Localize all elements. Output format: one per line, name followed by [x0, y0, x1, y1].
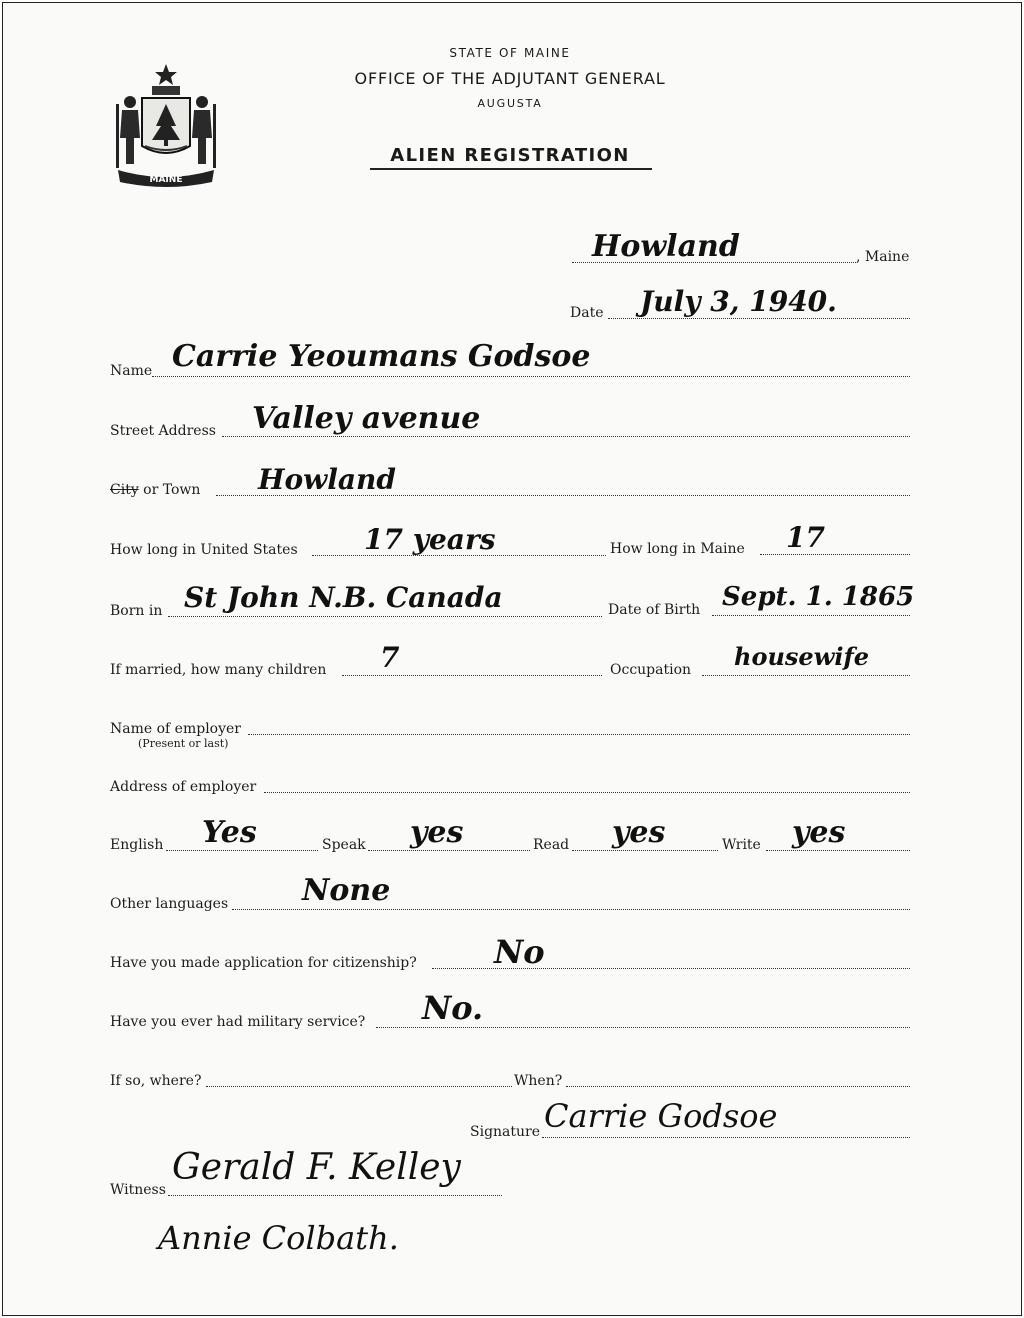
office-heading: OFFICE OF THE ADJUTANT GENERAL	[354, 69, 666, 88]
military-line	[376, 1027, 910, 1028]
form-title: ALIEN REGISTRATION	[390, 145, 630, 166]
speak-label: Speak	[322, 837, 366, 853]
where-line	[206, 1086, 512, 1087]
speak-value: yes	[410, 815, 464, 850]
write-label: Write	[722, 837, 761, 853]
where-label: If so, where?	[110, 1073, 202, 1089]
write-line	[766, 850, 910, 851]
occupation-value: housewife	[734, 642, 870, 671]
employer-address-line	[264, 792, 910, 793]
children-line	[342, 675, 602, 676]
english-value: Yes	[202, 815, 257, 850]
how-long-us-label: How long in United States	[110, 542, 298, 558]
witness-label: Witness	[110, 1182, 166, 1198]
seal-label: MAINE	[149, 175, 183, 185]
how-long-maine-value: 17	[786, 521, 825, 554]
signature-line	[542, 1137, 910, 1138]
name-value: Carrie Yeoumans Godsoe	[172, 339, 591, 374]
children-value: 7	[380, 641, 400, 674]
witness-signature-1: Gerald F. Kelley	[172, 1147, 461, 1188]
title-underline	[370, 168, 652, 170]
street-address-line	[222, 436, 910, 437]
employer-note-label: (Present or last)	[138, 737, 229, 750]
date-of-birth-line	[712, 615, 910, 616]
how-long-us-value: 17 years	[364, 523, 496, 556]
english-label: English	[110, 837, 164, 853]
employer-address-label: Address of employer	[110, 779, 257, 795]
name-label: Name	[110, 363, 153, 379]
when-label: When?	[514, 1073, 563, 1089]
citizenship-value: No	[494, 933, 545, 971]
date-of-birth-value: Sept. 1. 1865	[722, 582, 915, 612]
signature-label: Signature	[470, 1124, 541, 1140]
born-in-label: Born in	[110, 603, 163, 619]
read-line	[572, 850, 718, 851]
read-value: yes	[612, 815, 666, 850]
city-heading: AUGUSTA	[477, 97, 543, 110]
born-in-value: St John N.B. Canada	[184, 581, 503, 614]
state-seal-icon	[112, 60, 220, 188]
english-line	[166, 850, 318, 851]
occupation-label: Occupation	[610, 662, 692, 678]
how-long-maine-label: How long in Maine	[610, 541, 745, 557]
born-in-line	[168, 616, 602, 617]
military-value: No.	[422, 989, 484, 1027]
street-address-value: Valley avenue	[252, 401, 481, 436]
town-value: Howland	[258, 463, 396, 496]
street-address-label: Street Address	[110, 423, 216, 439]
how-long-maine-line	[760, 554, 910, 555]
speak-line	[368, 850, 530, 851]
state-heading: STATE OF MAINE	[449, 46, 571, 60]
or-town-label: or Town	[138, 482, 201, 498]
name-line	[152, 376, 910, 377]
date-of-birth-label: Date of Birth	[608, 602, 701, 618]
witness-signature-2: Annie Colbath.	[158, 1219, 399, 1257]
date-label: Date	[570, 305, 604, 321]
other-languages-line	[232, 909, 910, 910]
when-line	[566, 1086, 910, 1087]
occupation-line	[702, 675, 910, 676]
date-line	[608, 318, 910, 319]
witness-line	[168, 1195, 502, 1196]
citizenship-label: Have you made application for citizenship?	[110, 955, 417, 971]
signature-value: Carrie Godsoe	[544, 1097, 778, 1135]
other-languages-label: Other languages	[110, 896, 229, 912]
children-label: If married, how many children	[110, 662, 327, 678]
read-label: Read	[533, 837, 570, 853]
military-label: Have you ever had military service?	[110, 1014, 366, 1030]
city-struck-label: City	[110, 482, 139, 498]
date-value: July 3, 1940.	[640, 285, 837, 318]
other-languages-value: None	[302, 873, 391, 908]
employer-name-line	[248, 734, 910, 735]
write-value: yes	[792, 815, 846, 850]
town-header-value: Howland	[592, 229, 740, 264]
employer-name-label: Name of employer	[110, 721, 241, 737]
city-town-label	[110, 481, 200, 499]
maine-label: , Maine	[856, 249, 910, 265]
